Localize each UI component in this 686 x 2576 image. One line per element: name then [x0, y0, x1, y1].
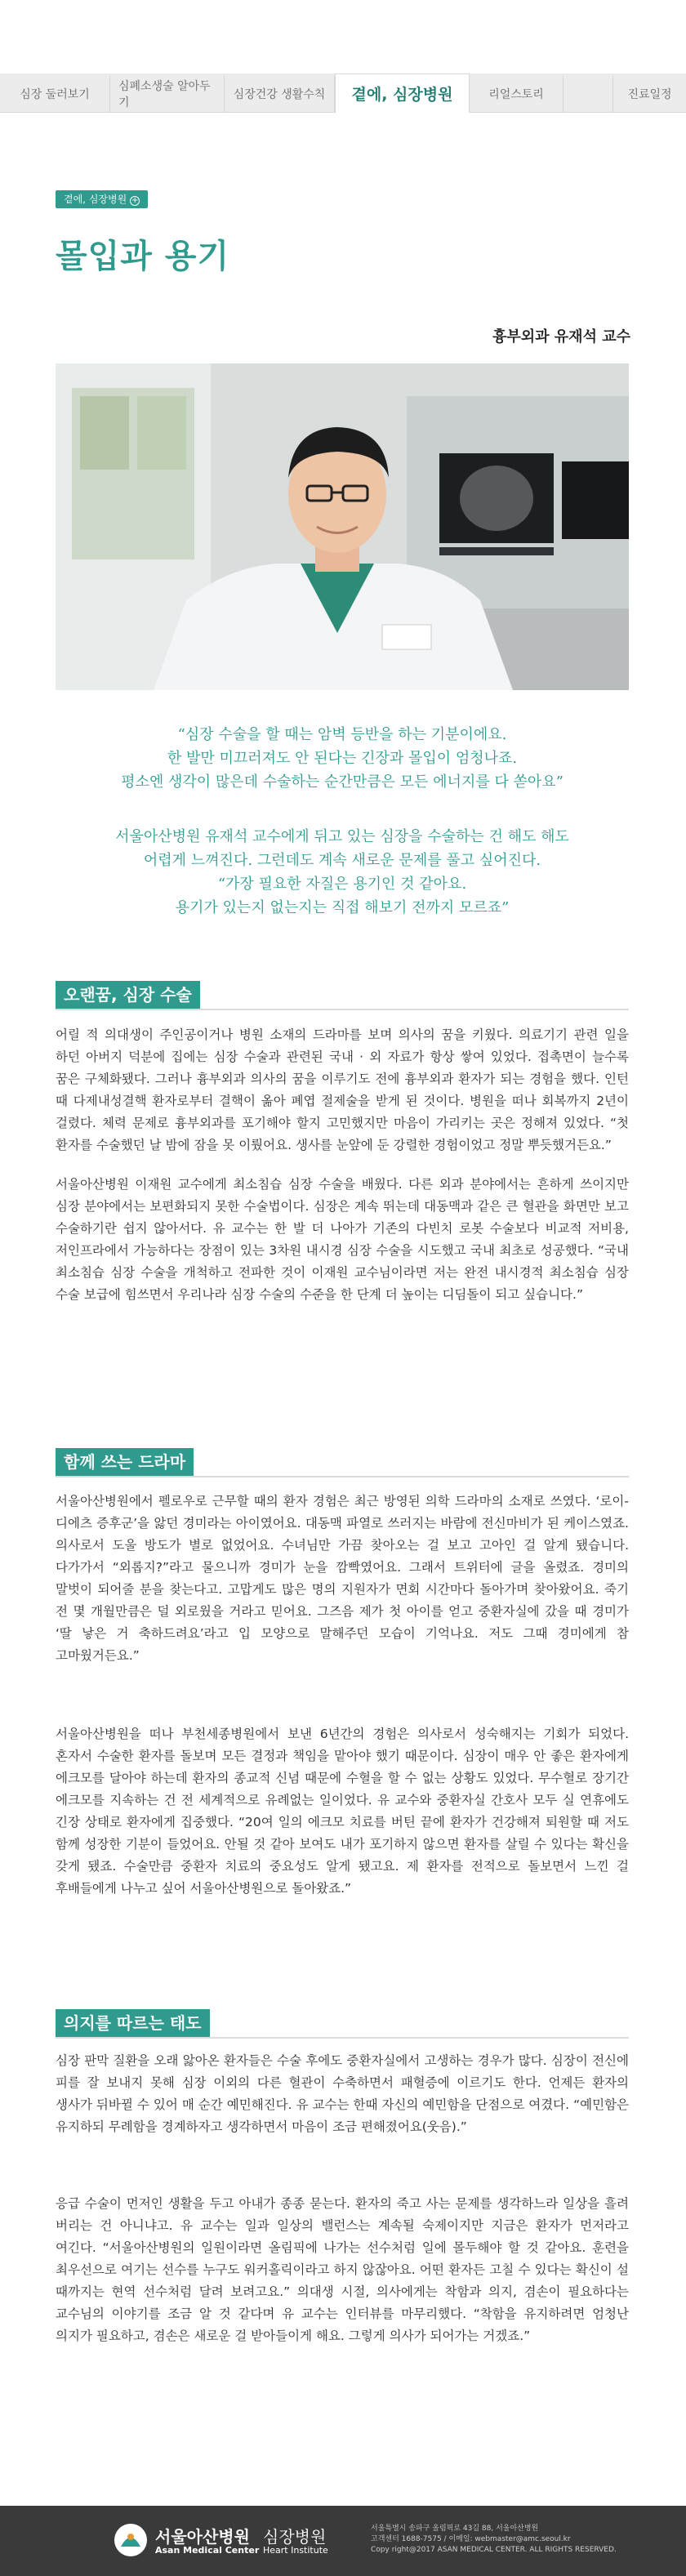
nav-item-heart-tour[interactable]: 심장 둘러보기 — [0, 76, 110, 112]
quote-line: 어렵게 느껴진다. 그런데도 계속 새로운 문제를 풀고 싶어진다. — [143, 852, 541, 869]
section-3-paragraph-2: 응급 수술이 먼저인 생활을 두고 아내가 종종 묻는다. 환자의 죽고 사는 문제를 생각하느라 일상을 흘려 버리는 건 아니냐고. 유 교수는 일과 일상의 밸런스는 계속될 숙제이지만 지금은 환자가 먼저라고 여긴다. “서울아산병원의 일원이라면 올림픽에 나가는 선수처럼 일에 몰두해야 할 것 같아요. 훈련을 최우선으로 여기는 선수를 누구도 워커홀릭이라고 하지 않잖아요. 어떤 환자든 고칠 수 있다는 확신이 설 때까지는 현역 선수처럼 달려 보려고요.” 의대생 시절, 의사에게는 착함과 의지, 겸손이 필요하다는 교수님의 이야기를 조금 알 것 같다며 유 교수는 인터뷰를 마무리했다. “착함을 유지하려면 엄청난 의지가 필요하고, 겸손은 새로운 걸 받아들이게 해요. 그렇게 의사가 되어가는 거겠죠.” — [56, 2196, 629, 2343]
section-heading-3 — [56, 2009, 210, 2037]
article-author: 흉부외과 유재석 교수 — [492, 328, 630, 345]
breadcrumb-label: 곁에, 심장병원 — [64, 194, 127, 205]
quote-line: 용기가 있는지 없는지는 직접 해보기 전까지 모르죠” — [175, 899, 510, 916]
nav-item-beside-heart-hospital[interactable]: 곁에, 심장병원 — [335, 74, 470, 113]
breadcrumb[interactable] — [56, 190, 148, 208]
section-divider — [56, 1476, 629, 1477]
section-heading-label: 의지를 따르는 태도 — [56, 2009, 210, 2037]
asan-logo-icon — [114, 2524, 147, 2556]
doctor-photo — [56, 363, 629, 690]
nav-item-schedule[interactable]: 진료일정 — [612, 76, 686, 112]
section-heading-label: 오랜꿈, 심장 수술 — [56, 981, 200, 1009]
section-divider — [56, 1009, 629, 1010]
plus-icon: + — [131, 196, 139, 205]
footer-heart-korean: 심장병원 — [263, 2527, 327, 2547]
quote-line: 평소엔 생각이 많은데 수술하는 순간만큼은 모든 에너지를 다 쏟아요” — [121, 773, 564, 791]
pull-quote-1 — [56, 723, 629, 794]
footer-address: 서울특별시 송파구 올림픽로 43길 88, 서울아산병원 — [371, 2525, 539, 2533]
nav-item-real-story[interactable]: 리얼스토리 — [470, 76, 564, 112]
footer-info — [371, 2524, 640, 2556]
quote-line: 한 발만 미끄러져도 안 된다는 긴장과 몰입이 엄청나죠. — [167, 750, 518, 767]
section-heading-2 — [56, 1448, 194, 1476]
section-heading-1 — [56, 981, 200, 1009]
footer-logo-english: Asan Medical Center — [155, 2545, 260, 2556]
article-title: 몰입과 용기 — [56, 238, 230, 275]
footer-copyright: Copy right@2017 ASAN MEDICAL CENTER. ALL RIGHTS RESERVED. — [371, 2546, 617, 2554]
quote-line: “가장 필요한 자질은 용기인 것 같아요. — [217, 876, 467, 893]
pull-quote-2 — [56, 825, 629, 920]
footer-contact: 고객센터 1688-7575 / 이메일: webmaster@amc.seoul.kr — [371, 2535, 571, 2543]
footer-heart-english: Heart Institute — [263, 2545, 328, 2556]
footer-logo-korean: 서울아산병원 — [155, 2527, 250, 2547]
main-nav — [0, 74, 686, 113]
quote-line: “심장 수술을 할 때는 암벽 등반을 하는 기분이에요. — [177, 726, 507, 743]
section-2-paragraph-2: 서울아산병원을 떠나 부천세종병원에서 보낸 6년간의 경험은 의사로서 성숙해지는 기회가 되었다. 혼자서 수술한 환자를 돌보며 모든 결정과 책임을 맡아야 했기 때문이다. 심장이 매우 안 좋은 환자에게 에크모를 달아야 하는데 환자의 종교적 신념 때문에 수혈을 할 수 없는 상황도 있었다. 무수혈로 장기간 에크모를 지속하는 건 전 세계적으로 유례없는 일이었다. 유 교수와 중환자실 간호사 모두 실 연휴에도 긴장 상태로 환자에게 집중했다. “20여 일의 에크모 치료를 버틴 끝에 환자가 건강해져 퇴원할 때 저도 함께 성장한 기분이 들었어요. 안될 것 같아 보여도 내가 포기하지 않으면 환자를 살릴 수 있다는 확신을 갖게 됐죠. 수술만큼 중환자 치료의 중요성도 알게 됐고요. 제 환자를 전적으로 돌보면서 느낀 걸 후배들에게 나누고 싶어 서울아산병원으로 돌아왔죠.” — [56, 1727, 629, 1896]
section-1-paragraph-1: 어릴 적 의대생이 주인공이거나 병원 소재의 드라마를 보며 의사의 꿈을 키웠다. 의료기기 관련 일을 하던 아버지 덕분에 집에는 심장 수술과 관련된 국내 · 외 자료가 항상 쌓여 있었다. 접촉면이 늘수록 꿈은 구체화됐다. 그러나 흉부외과 의사의 꿈을 이루기도 전에 흉부외과 환자가 되는 경험을 했다. 인턴 때 다제내성결핵 환자로부터 결핵이 옮아 폐엽 절제술을 받게 된 것이다. 병원을 떠나 회복까지 2년이 걸렸다. 체력 문제로 흉부외과를 포기해야 할지 고민했지만 마음이 가리키는 곳은 정해져 있었다. “첫 환자를 수술했던 날 밤에 잠을 못 이뤘어요. 생사를 눈앞에 둔 강렬한 경험이었고 정말 뿌듯했거든요.” — [56, 1027, 629, 1152]
section-3-paragraph-1: 심장 판막 질환을 오래 앓아온 환자들은 수술 후에도 중환자실에서 고생하는 경우가 많다. 심장이 전신에 피를 잘 보내지 못해 심장 이외의 다른 혈관이 수축하면서 패혈증에 이르기도 한다. 언제든 환자의 생사가 뒤바뀔 수 있어 매 순간 예민해진다. 유 교수는 한때 자신의 예민함을 단점으로 여겼다. “예민함은 유지하되 무례함을 경계하자고 생각하면서 마음이 조금 편해졌어요(웃음).” — [56, 2053, 629, 2134]
nav-item-heart-health-rules[interactable]: 심장건강 생활수칙 — [225, 76, 335, 112]
nav-item-cpr[interactable]: 심폐소생술 알아두기 — [110, 76, 225, 112]
section-2-paragraph-1: 서울아산병원에서 펠로우로 근무할 때의 환자 경험은 최근 방영된 의학 드라마의 소재로 쓰였다. ‘로이-디에츠 증후군’을 앓던 경미라는 아이였어요. 대동맥 파열로 쓰러지는 바람에 전신마비가 된 케이스였죠. 의사로서 도울 방도가 별로 없었어요. 수녀님만 가끔 찾아오는 걸 보고 고아인 걸 알게 됐습니다. 다가가서 “외롭지?”라고 물으니까 경미가 눈을 깜빡였어요. 그래서 트위터에 글을 올렸죠. 경미의 말벗이 되어줄 분을 찾는다고. 고맙게도 많은 명의 지원자가 면회 시간마다 돌아가며 찾아왔어요. 죽기 전 몇 개월만큼은 덜 외로웠을 거라고 믿어요. 그즈음 제가 첫 아이를 얻고 중환자실에 갔을 때 경미가 ‘딸 낳은 거 축하드려요’라고 입 모양으로 말해주던 모습이 기억나요. 저도 그때 경미에게 참 고마웠거든요.” — [56, 1494, 629, 1663]
top-blank-area — [0, 0, 686, 64]
quote-line: 서울아산병원 유재석 교수에게 뒤고 있는 심장을 수술하는 건 해도 해도 — [115, 828, 569, 845]
section-divider — [56, 2037, 629, 2039]
section-1-paragraph-2: 서울아산병원 이재원 교수에게 최소침습 심장 수술을 배웠다. 다른 외과 분야에서는 흔하게 쓰이지만 심장 분야에서는 보편화되지 못한 수술법이다. 심장은 계속 뛰는데 대동맥과 같은 큰 혈관을 화면만 보고 수술하기란 쉽지 않아서다. 유 교수는 한 발 더 나아가 기존의 다빈치 로봇 수술보다 비교적 저비용, 저인프라에서 가능하다는 장점이 있는 3차원 내시경 심장 수술을 시도했고 국내 최초로 성공했다. “국내 최소침습 심장 수술을 개척하고 전파한 것이 이재원 교수님이라면 저는 완전 내시경적 최소침습 심장 수술 보급에 힘쓰면서 우리나라 심장 수술의 수준을 한 단계 더 높이는 디딤돌이 되고 싶습니다.” — [56, 1177, 629, 1302]
doctor-photo-illustration — [56, 363, 629, 690]
footer — [0, 2506, 686, 2576]
section-heading-label: 함께 쓰는 드라마 — [56, 1448, 194, 1476]
